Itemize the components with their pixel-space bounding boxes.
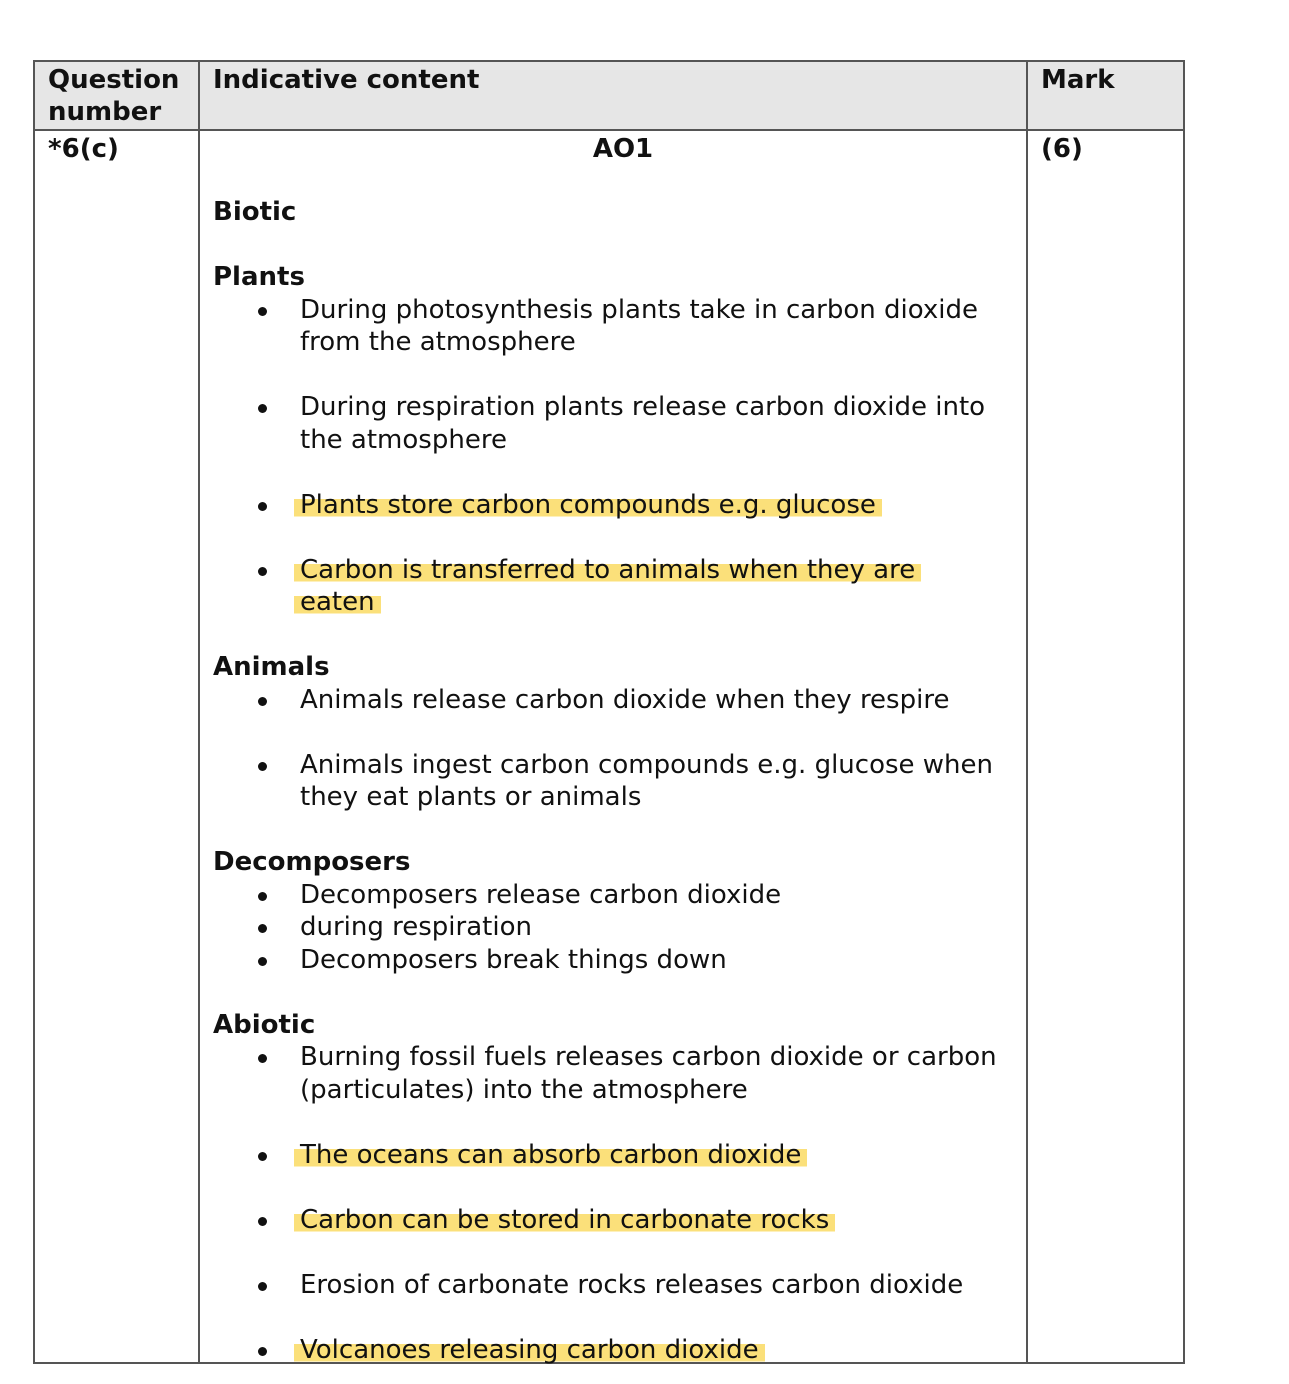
bullet-icon bbox=[258, 1217, 267, 1226]
list-item bbox=[213, 944, 1033, 977]
list-item-text: Burning fossil fuels releases carbon dioxide or carbon (particulates) into the atmosphere bbox=[300, 1042, 997, 1105]
bullet-icon bbox=[258, 1347, 267, 1356]
bullet-icon bbox=[258, 924, 267, 933]
bullet-icon bbox=[258, 697, 267, 706]
animals-list bbox=[213, 684, 1033, 814]
question-number-cell: *6(c) bbox=[48, 134, 119, 164]
list-item bbox=[213, 911, 1033, 944]
list-item bbox=[213, 749, 1033, 814]
bullet-icon bbox=[258, 957, 267, 966]
plants-list bbox=[213, 294, 1033, 619]
column-divider bbox=[198, 62, 200, 1362]
list-item bbox=[213, 1139, 1033, 1172]
list-item-text: during respiration bbox=[300, 912, 532, 942]
indicative-content-cell bbox=[213, 132, 1033, 1366]
list-item bbox=[213, 294, 1033, 359]
mark-scheme-table bbox=[33, 60, 1185, 1364]
category-abiotic: Abiotic bbox=[213, 1009, 316, 1040]
section-heading-decomposers: Decomposers bbox=[213, 847, 411, 877]
list-item bbox=[213, 879, 1033, 912]
header-mark: Mark bbox=[1041, 65, 1115, 95]
list-item bbox=[213, 1041, 1033, 1106]
list-item bbox=[213, 684, 1033, 717]
header-question-line-1: Question bbox=[48, 65, 180, 95]
bullet-icon bbox=[258, 1282, 267, 1291]
bullet-icon bbox=[258, 502, 267, 511]
list-item bbox=[213, 489, 1033, 522]
highlighted-text: The oceans can absorb carbon dioxide bbox=[294, 1140, 807, 1170]
bullet-icon bbox=[258, 1152, 267, 1161]
list-item-text: Decomposers break things down bbox=[300, 944, 727, 975]
table-header-row bbox=[35, 62, 1183, 131]
list-item-text: During respiration plants release carbon dioxide into the atmosphere bbox=[300, 392, 986, 455]
assessment-objective: AO1 bbox=[592, 134, 654, 164]
bullet-icon bbox=[258, 1054, 267, 1063]
list-item bbox=[213, 1334, 1033, 1367]
abiotic-list bbox=[213, 1041, 1033, 1366]
list-item bbox=[213, 1204, 1033, 1237]
list-item-text: During photosynthesis plants take in carbon dioxide from the atmosphere bbox=[300, 294, 978, 357]
bullet-icon bbox=[258, 307, 267, 316]
list-item bbox=[213, 554, 1033, 619]
bullet-icon bbox=[258, 762, 267, 771]
bullet-icon bbox=[258, 404, 267, 413]
highlighted-text: Volcanoes releasing carbon dioxide bbox=[294, 1335, 765, 1365]
section-heading-animals: Animals bbox=[213, 652, 330, 682]
section-heading-plants: Plants bbox=[213, 262, 305, 292]
bullet-icon bbox=[258, 892, 267, 901]
highlighted-text: Carbon can be stored in carbonate rocks bbox=[294, 1205, 835, 1235]
list-item-text: Decomposers release carbon dioxide bbox=[300, 879, 782, 910]
header-question-line-2: number bbox=[48, 97, 162, 127]
list-item bbox=[213, 391, 1033, 456]
mark-cell: (6) bbox=[1041, 134, 1083, 164]
bullet-icon bbox=[258, 567, 267, 576]
list-item-text: Animals ingest carbon compounds e.g. glucose when they eat plants or animals bbox=[300, 749, 993, 812]
header-question-number bbox=[48, 64, 179, 128]
highlighted-text: Carbon is transferred to animals when they are eaten bbox=[294, 555, 921, 618]
header-indicative-content: Indicative content bbox=[213, 65, 480, 95]
list-item bbox=[213, 1269, 1033, 1302]
category-biotic: Biotic bbox=[213, 197, 297, 227]
highlighted-text: Plants store carbon compounds e.g. glucose bbox=[294, 490, 882, 520]
decomposers-list bbox=[213, 879, 1033, 977]
list-item-text: Erosion of carbonate rocks releases carbon dioxide bbox=[300, 1269, 964, 1300]
list-item-text: Animals release carbon dioxide when they respire bbox=[300, 684, 950, 715]
